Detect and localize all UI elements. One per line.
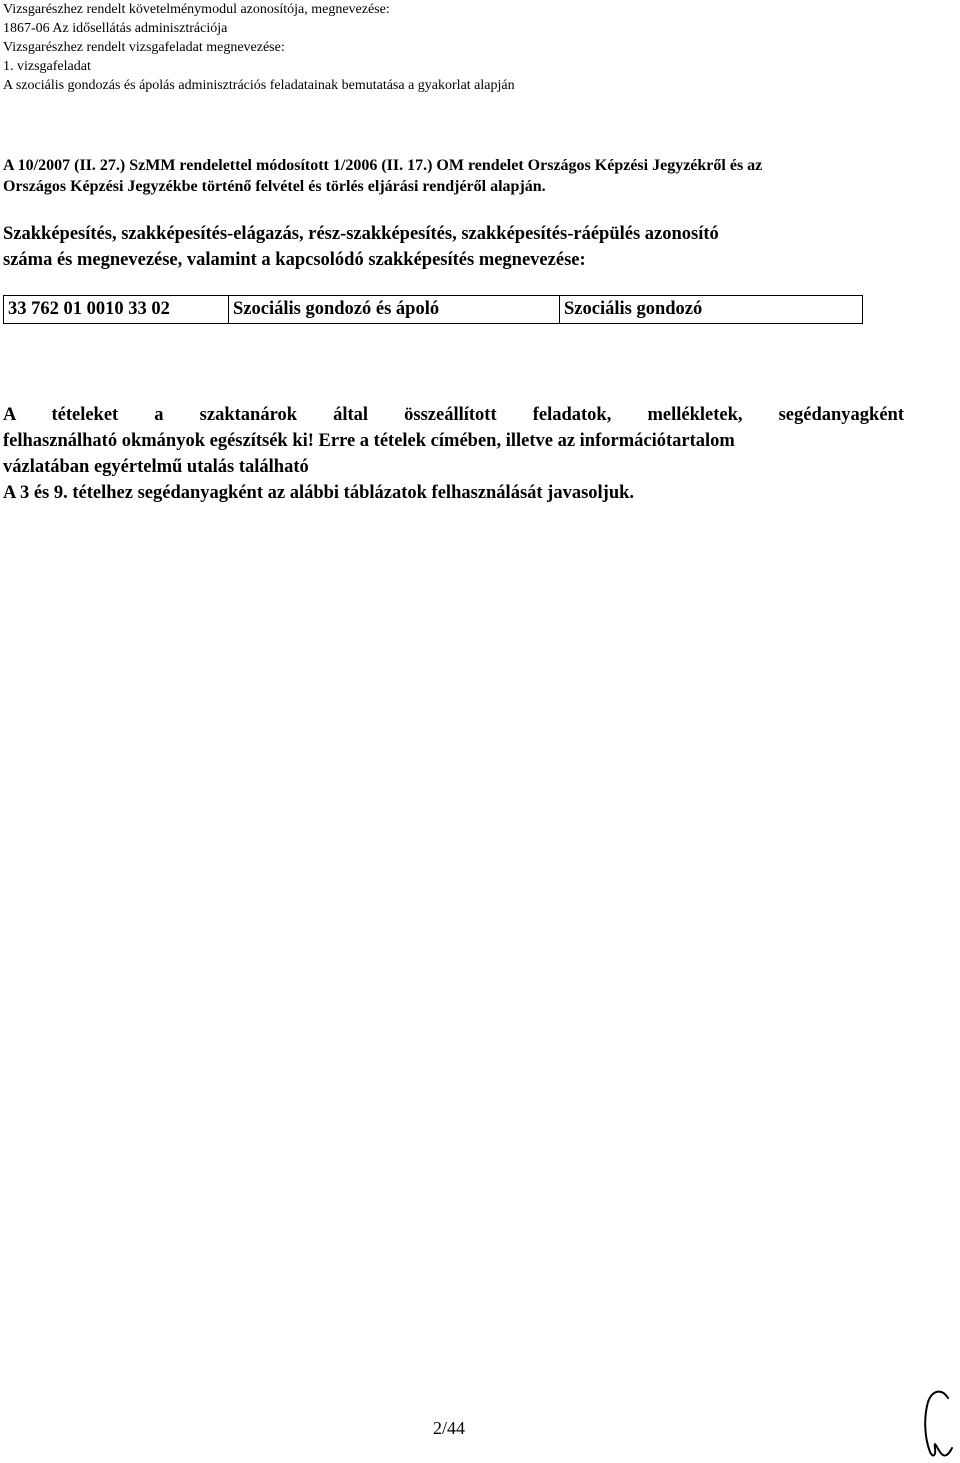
instructions-line-4: A 3 és 9. tételhez segédanyagként az alábbi táblázatok felhasználását javasoljuk. [3,483,635,503]
legal-basis [3,155,943,197]
qualification-name: Szociális gondozó és ápoló [229,296,560,324]
table-row [4,296,863,324]
qualification-heading-line-1: Szakképesítés, szakképesítés-elágazás, rész-szakképesítés, szakképesítés-ráépülés azonosító [3,224,719,244]
signature-mark [918,1386,958,1462]
qualification-heading [3,221,943,273]
instructions [3,402,904,506]
instructions-line-1: A tételeket a szaktanárok által összeállított feladatok, mellékletek, segédanyagként [3,405,904,425]
document-header [3,0,943,95]
qualification-table [3,295,863,324]
page-number: 2/44 [433,1418,466,1438]
module-label: Vizsgarészhez rendelt követelménymodul azonosítója, megnevezése: [3,2,390,17]
module-name: 1867-06 Az idősellátás adminisztrációja [3,21,228,36]
related-qualification: Szociális gondozó [560,296,863,324]
exam-task-number: 1. vizsgafeladat [3,59,91,74]
legal-basis-line-2: Országos Képzési Jegyzékbe történő felvétel és törlés eljárási rendjéről alapján. [3,178,546,195]
qualification-code: 33 762 01 0010 33 02 [4,296,229,324]
exam-task-label: Vizsgarészhez rendelt vizsgafeladat megnevezése: [3,40,285,55]
instructions-line-2: felhasználható okmányok egészítsék ki! Erre a tételek címében, illetve az információtartalom [3,431,735,451]
qualification-heading-line-2: száma és megnevezése, valamint a kapcsolódó szakképesítés megnevezése: [3,250,586,270]
exam-task-title: A szociális gondozás és ápolás adminisztrációs feladatainak bemutatása a gyakorlat alapján [3,78,515,93]
legal-basis-line-1: A 10/2007 (II. 27.) SzMM rendelettel módosított 1/2006 (II. 17.) OM rendelet Országos Képzési Jegyzékről és az [3,157,763,174]
instructions-line-3: vázlatában egyértelmű utalás található [3,457,309,477]
